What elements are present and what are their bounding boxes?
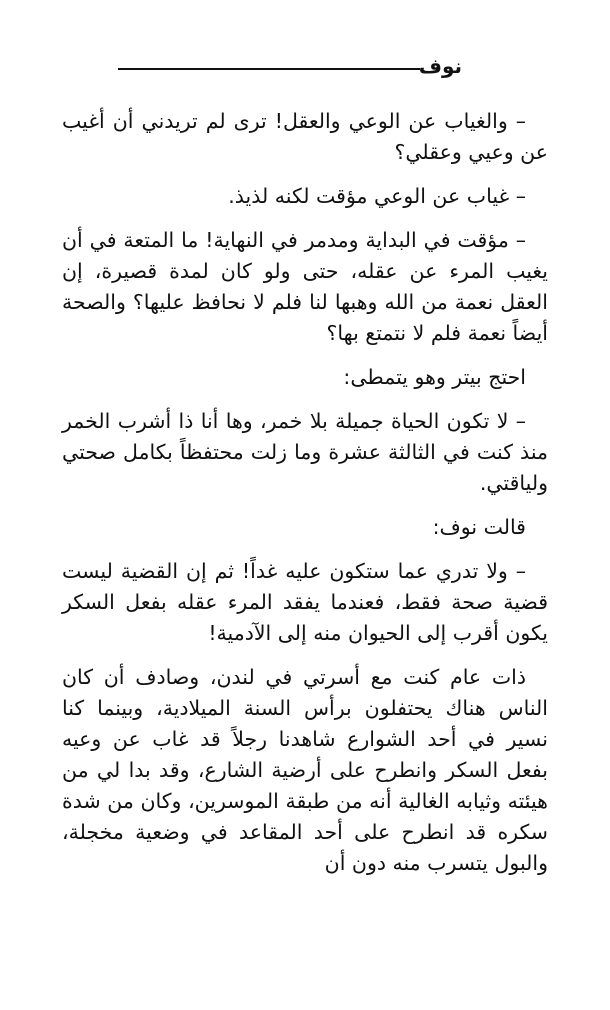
paragraph: احتج بيتر وهو يتمطى: bbox=[343, 365, 526, 389]
paragraph: – مؤقت في البداية ومدمر في النهاية! ما المتعة في أن يغيب المرء عن عقله، حتى ولو كان لمدة قصيرة، إن العقل نعمة من الله وهبها لنا فلم لا نحافظ عليها؟ والصحة أيضاً نعمة فلم لا نتمتع بها؟ bbox=[62, 228, 548, 345]
paragraph: – غياب عن الوعي مؤقت لكنه لذيذ. bbox=[228, 184, 526, 208]
paragraph: ذات عام كنت مع أسرتي في لندن، وصادف أن كان الناس هناك يحتفلون برأس السنة الميلادية، وبينما كنا نسير في أحد الشوارع شاهدنا رجلاً قد غاب عن وعيه بفعل السكر وانطرح على أرضية الشارع، وقد بدا لي من هيئته وثيابه الغالية أنه من طبقة الموسرين، وكان من شدة سكره قد انطرح على أحد المقاعد في وضعية مخجلة، والبول يتسرب منه دون أن bbox=[62, 665, 548, 875]
paragraph: – والغياب عن الوعي والعقل! ترى لم تريدني أن أغيب عن وعيي وعقلي؟ bbox=[62, 109, 548, 164]
paragraph: قالت نوف: bbox=[432, 515, 526, 539]
chapter-title: نوف bbox=[418, 54, 462, 78]
header-rule bbox=[118, 68, 420, 70]
running-header bbox=[62, 54, 462, 82]
paragraph: – ولا تدري عما ستكون عليه غداً! ثم إن القضية ليست قضية صحة فقط، فعندما يفقد المرء عقله بفعل السكر يكون أقرب إلى الحيوان منه إلى الآدمية! bbox=[62, 559, 548, 645]
paragraph: – لا تكون الحياة جميلة بلا خمر، وها أنا ذا أشرب الخمر منذ كنت في الثالثة عشرة وما زلت محتفظاً بكامل صحتي ولياقتي. bbox=[62, 409, 548, 495]
body-text bbox=[62, 106, 548, 879]
